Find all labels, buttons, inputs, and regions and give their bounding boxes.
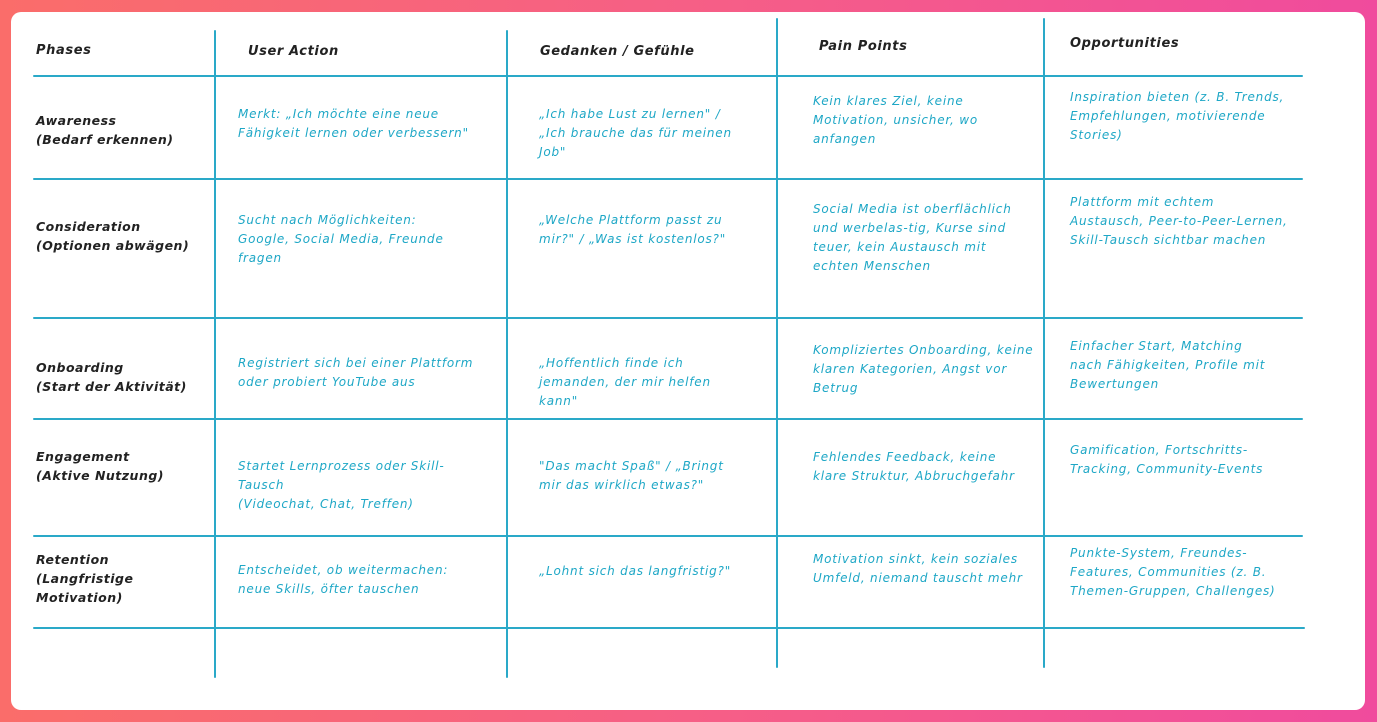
- opportunities-consideration: Plattform mit echtem Austausch, Peer-to-Peer-Lernen, Skill-Tausch sichtbar machen: [1070, 195, 1288, 247]
- gedanken-consideration: „Welche Plattform passt zu mir?" / „Was ist kostenlos?": [539, 213, 727, 246]
- grid-line-horizontal: [33, 418, 1303, 420]
- header-pain-points: Pain Points: [819, 39, 908, 54]
- phase-onboarding: Onboarding (Start der Aktivität): [36, 360, 187, 394]
- journey-map-card: [11, 12, 1365, 710]
- user-action-consideration: Sucht nach Möglichkeiten: Google, Social Media, Freunde fragen: [238, 213, 444, 265]
- header-opportunities: Opportunities: [1070, 36, 1180, 51]
- phase-consideration: Consideration (Optionen abwägen): [36, 219, 190, 253]
- header-gedanken-gefuehle: Gedanken / Gefühle: [540, 44, 695, 59]
- header-user-action: User Action: [248, 44, 339, 59]
- opportunities-awareness: Inspiration bieten (z. B. Trends, Empfehlungen, motivierende Stories): [1070, 90, 1285, 142]
- grid-line-vertical: [214, 30, 216, 678]
- pain-points-engagement: Fehlendes Feedback, keine klare Struktur, Abbruchgefahr: [813, 450, 1015, 483]
- grid-line-vertical: [1043, 18, 1045, 668]
- opportunities-engagement: Gamification, Fortschritts- Tracking, Community-Events: [1070, 443, 1264, 476]
- grid-line-vertical: [776, 18, 778, 668]
- gedanken-onboarding: „Hoffentlich finde ich jemanden, der mir helfen kann": [539, 356, 711, 408]
- phase-retention: Retention (Langfristige Motivation): [36, 552, 134, 605]
- pain-points-onboarding: Kompliziertes Onboarding, keine klaren Kategorien, Angst vor Betrug: [813, 343, 1034, 395]
- phase-awareness: Awareness (Bedarf erkennen): [36, 113, 174, 147]
- user-action-awareness: Merkt: „Ich möchte eine neue Fähigkeit lernen oder verbessern": [238, 107, 469, 140]
- grid-line-horizontal: [33, 178, 1303, 180]
- gedanken-engagement: "Das macht Spaß" / „Bringt mir das wirklich etwas?": [539, 459, 724, 492]
- pain-points-awareness: Kein klares Ziel, keine Motivation, unsicher, wo anfangen: [813, 94, 979, 146]
- user-action-onboarding: Registriert sich bei einer Plattform oder probiert YouTube aus: [238, 356, 474, 389]
- grid-line-horizontal: [33, 627, 1305, 629]
- gedanken-awareness: „Ich habe Lust zu lernen" / „Ich brauche das für meinen Job": [539, 107, 732, 159]
- gedanken-retention: „Lohnt sich das langfristig?": [539, 564, 732, 578]
- grid-line-horizontal: [33, 75, 1303, 77]
- user-action-engagement: Startet Lernprozess oder Skill- Tausch (Videochat, Chat, Treffen): [238, 459, 445, 511]
- pain-points-retention: Motivation sinkt, kein soziales Umfeld, niemand tauscht mehr: [813, 552, 1023, 585]
- user-action-retention: Entscheidet, ob weitermachen: neue Skills, öfter tauschen: [238, 563, 449, 596]
- header-phases: Phases: [36, 43, 92, 58]
- opportunities-onboarding: Einfacher Start, Matching nach Fähigkeiten, Profile mit Bewertungen: [1070, 339, 1266, 391]
- opportunities-retention: Punkte-System, Freundes- Features, Communities (z. B. Themen-Gruppen, Challenges): [1070, 546, 1276, 598]
- phase-engagement: Engagement (Aktive Nutzung): [36, 449, 165, 483]
- grid-line-vertical: [506, 30, 508, 678]
- customer-journey-map: [11, 12, 1365, 710]
- grid-line-horizontal: [33, 317, 1303, 319]
- pain-points-consideration: Social Media ist oberflächlich und werbelas-tig, Kurse sind teuer, kein Austausch mit echten Menschen: [813, 202, 1012, 273]
- grid-line-horizontal: [33, 535, 1303, 537]
